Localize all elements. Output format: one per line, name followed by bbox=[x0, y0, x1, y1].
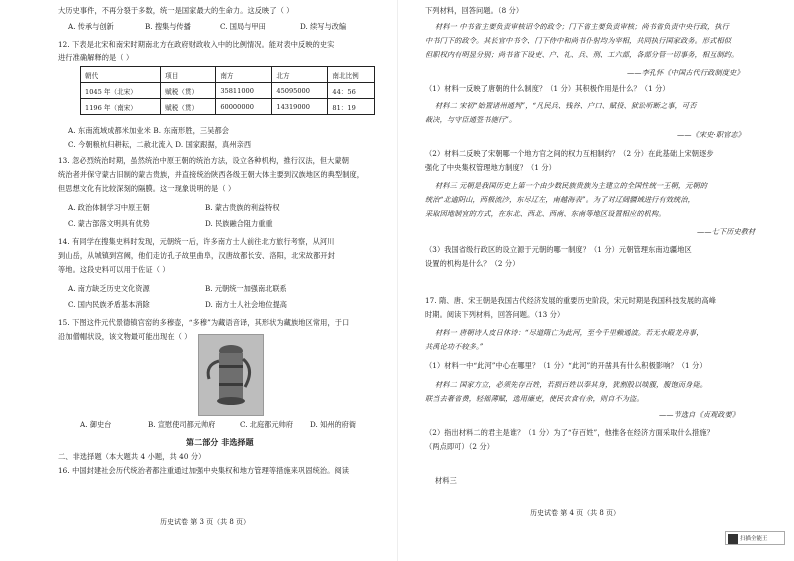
q13-option-c: C. 蒙古部落文明具有优势 bbox=[68, 219, 150, 228]
q13-option-b: B. 蒙古贵族的利益特权 bbox=[205, 203, 280, 212]
q17-material-3-label: 材料三 bbox=[435, 476, 457, 485]
q11-option-d: D. 续写与改编 bbox=[300, 22, 347, 31]
table-cell: 35811000 bbox=[216, 83, 272, 99]
table-cell: 60000000 bbox=[216, 99, 272, 115]
q13-stem-cont2: 但思想文化有比较深刻的隔膜。这一现象说明的是（ ） bbox=[58, 184, 236, 193]
q12-stem-cont: 进行准确解释的是（ ） bbox=[58, 53, 134, 62]
table-header: 南北比例 bbox=[328, 67, 375, 83]
table-header: 南方 bbox=[216, 67, 272, 83]
material-3-line2: 统治“北逾阴山，西极流沙，东尽辽左，南越海表”。为了对辽阔疆域进行有效统治， bbox=[425, 195, 695, 204]
q16-instruction: 下列材料，回答问题。（8 分） bbox=[425, 6, 524, 15]
q13-stem-cont1: 统治者并保守蒙古旧制的蒙古贵族，并直接统治陕西各级王朝大体主要到汉族地区的典型制度， bbox=[58, 170, 365, 179]
q15-option-a: A. 御史台 bbox=[80, 420, 112, 429]
table-cell: 赋税（贯） bbox=[161, 83, 216, 99]
material-1-line2: 中书门下的政令。其长官中书令、门下侍中和尚书仆射均为宰相，共同执行国家政务。形式相似 bbox=[425, 36, 732, 45]
q17-stem: 17. 隋、唐、宋王朝是我国古代经济发展的重要历史阶段，宋元时期是我国科技发展的高峰 bbox=[425, 296, 717, 305]
q14-stem: 14. 有同学在搜集史料时发现，元朝统一后，许多南方士人前往北方旅行考察，从河川 bbox=[58, 237, 335, 246]
q11-option-b: B. 搜集与传播 bbox=[145, 22, 191, 31]
q17-material-1-line1: 材料一 唐朝诗人皮日休诗：“尽道隋亡为此河，至今千里赖通波。若无水殿龙舟事， bbox=[435, 328, 704, 337]
right-page-footer: 历史试卷 第 4 页（共 8 页） bbox=[530, 509, 621, 517]
q15-option-c: C. 北庭都元帅府 bbox=[240, 420, 293, 429]
q14-stem-cont2: 等地。这段史料可以用于佐证（ ） bbox=[58, 265, 170, 274]
scanner-watermark bbox=[725, 531, 785, 545]
q16-sub3-cont: 设置的机构是什么？（2 分） bbox=[425, 259, 520, 268]
q16-sub1: （1）材料一反映了唐朝的什么制度？（1 分）其积极作用是什么？（1 分） bbox=[425, 84, 670, 93]
q11-option-c: C. 国局与甲田 bbox=[220, 22, 266, 31]
q15-stem: 15. 下图这件元代景德镇官窑的多穆壶，“多穆”为藏语音译，其形状为藏族地区常用，于口 bbox=[58, 318, 350, 327]
q15-stem-cont: 沿加僧帽状设，该文物最可能出现在（ ） bbox=[58, 332, 192, 341]
q16-stem: 16. 中国封建社会历代统治者都注重通过加强中央集权和地方管理等措施来巩固统治。阅读 bbox=[58, 466, 350, 475]
ewer-illustration bbox=[199, 335, 263, 415]
material-2-line2: 裁决，与守臣通签书施行”。 bbox=[425, 115, 517, 124]
table-cell: 45095000 bbox=[272, 83, 328, 99]
section-title: 第二部分 非选择题 bbox=[186, 437, 254, 447]
table-cell: 1045 年（北宋） bbox=[81, 83, 161, 99]
q12-stem: 12. 下表是北宋和南宋时期南北方在政府财政收入中的比例情况。能对表中反映的史实 bbox=[58, 40, 335, 49]
q12-options-row1: A. 东南流域成都米加业米 B. 东南形胜，三吴都会 bbox=[68, 126, 230, 135]
q12-options-row2: C. 今朝粮杭归耕耘，二赦北流入 D. 国家跟据，真州亲西 bbox=[68, 140, 252, 149]
q17-stem-cont: 时期。阅读下列材料，回答问题。（13 分） bbox=[425, 310, 565, 319]
q17-sub1: （1）材料一中“此河”中心在哪里？（1 分）“此河”的开凿具有什么积极影响？（1 分） bbox=[425, 361, 707, 370]
q13-option-a: A. 政治体制学习中原王朝 bbox=[68, 203, 150, 212]
q17-material-2-line1: 材料二 国家方立，必须先存百姓，若损百姓以奉其身，犹割股以啖腹，腹饱而身毙。 bbox=[435, 380, 708, 389]
material-3-line3: 采取因地制宜的方式，在东北、西北、西南、东南等地区设置相应的机构。 bbox=[425, 209, 666, 218]
table-row bbox=[81, 99, 375, 115]
q13-option-d: D. 民族融合阻力重重 bbox=[205, 219, 273, 228]
scanner-watermark-label: 扫描全能王 bbox=[740, 536, 768, 542]
q15-option-b: B. 宣慰使司都元帅府 bbox=[148, 420, 216, 429]
table-cell: 44：56 bbox=[328, 83, 375, 99]
material-1-source: ——李孔怀《中国古代行政制度史》 bbox=[627, 68, 744, 77]
material-1-line3: 但职权内有明显分别；尚书省下设吏、户、礼、兵、刑、工六部，各部分管一切事务，相互制约。 bbox=[425, 50, 739, 59]
q17-sub2-cont: （两点即可）（2 分） bbox=[425, 442, 495, 451]
q15-option-d: D. 知州的府衙 bbox=[310, 420, 357, 429]
q17-sub2: （2）指出材料二的君主是谁？（1 分）为了“存百姓”，他推各在经济方面采取什么措施？ bbox=[425, 428, 714, 437]
table-cell: 1196 年（南宋） bbox=[81, 99, 161, 115]
q17-material-1-line2: 共禹论功不较多。” bbox=[425, 342, 484, 351]
table-cell: 赋税（贯） bbox=[161, 99, 216, 115]
material-3-source: ——七下历史教材 bbox=[697, 227, 756, 236]
material-1-line1: 材料一 中书省主要负责审核诏令的政令；门下省主要负责审核；尚书省负责中央行政，执行 bbox=[435, 22, 729, 31]
q17-material-2-line2: 联当去奢省费，轻徭薄赋，选用廉吏，使民衣食有余，则自不为盗。 bbox=[425, 394, 644, 403]
qr-code-icon bbox=[728, 534, 738, 544]
table-header-row bbox=[81, 67, 375, 83]
q16-sub3: （3）我国省级行政区的设立源于元朝的哪一制度？（1 分）元朝管理东南边疆地区 bbox=[425, 245, 692, 254]
table-cell: 81：19 bbox=[328, 99, 375, 115]
duomu-ewer-photo bbox=[198, 334, 264, 416]
revenue-table bbox=[80, 66, 375, 115]
q14-option-b: B. 元朝统一加强南北联系 bbox=[205, 284, 287, 293]
q14-option-d: D. 南方士人社会地位提高 bbox=[205, 300, 287, 309]
table-row bbox=[81, 83, 375, 99]
q14-option-c: C. 国内民族矛盾基本消除 bbox=[68, 300, 150, 309]
q13-stem: 13. 忽必烈统治时期，虽然统治中原王朝的统治方法，设立各种机构，推行汉法，但大蒙朝 bbox=[58, 156, 350, 165]
material-2-source: ——《宋史·职官志》 bbox=[677, 130, 745, 139]
exam-page-right bbox=[397, 0, 794, 561]
q17-material-2-source: ——节选自《贞观政要》 bbox=[659, 410, 740, 419]
table-header: 北方 bbox=[272, 67, 328, 83]
q16-sub2: （2）材料二反映了宋朝哪一个地方官之间的权力互相制约？（2 分）在此基础上宋朝逐步 bbox=[425, 149, 714, 158]
material-3-line1: 材料三 元朝是我国历史上第一个由少数民族贵族为主建立的全国性统一王朝，元朝的 bbox=[435, 181, 708, 190]
section-instructions: 二、非选择题（本大题共 4 小题，共 40 分） bbox=[58, 452, 206, 461]
left-page-footer: 历史试卷 第 3 页（共 8 页） bbox=[160, 518, 251, 526]
material-2-line1: 材料二 宋初“始置诸州通判”，“凡民兵、钱谷、户口、赋役、狱讼听断之事，可否 bbox=[435, 101, 697, 110]
q16-sub2-cont: 强化了中央集权管理地方制度？（1 分） bbox=[425, 163, 556, 172]
table-header: 朝代 bbox=[81, 67, 161, 83]
table-cell: 14319000 bbox=[272, 99, 328, 115]
q14-stem-cont1: 到山岳，从城镇到宫阙，他们走访孔子故里曲阜，汉唐故都长安、洛阳，北宋故都开封 bbox=[58, 251, 335, 260]
q14-option-a: A. 南方缺乏历史文化资源 bbox=[68, 284, 150, 293]
table-header: 项目 bbox=[161, 67, 216, 83]
q11-stem: 大历史事件，不再分裂于多数，统一是国家最大的生命力。这反映了（ ） bbox=[58, 6, 294, 15]
q11-option-a: A. 传承与创新 bbox=[68, 22, 114, 31]
